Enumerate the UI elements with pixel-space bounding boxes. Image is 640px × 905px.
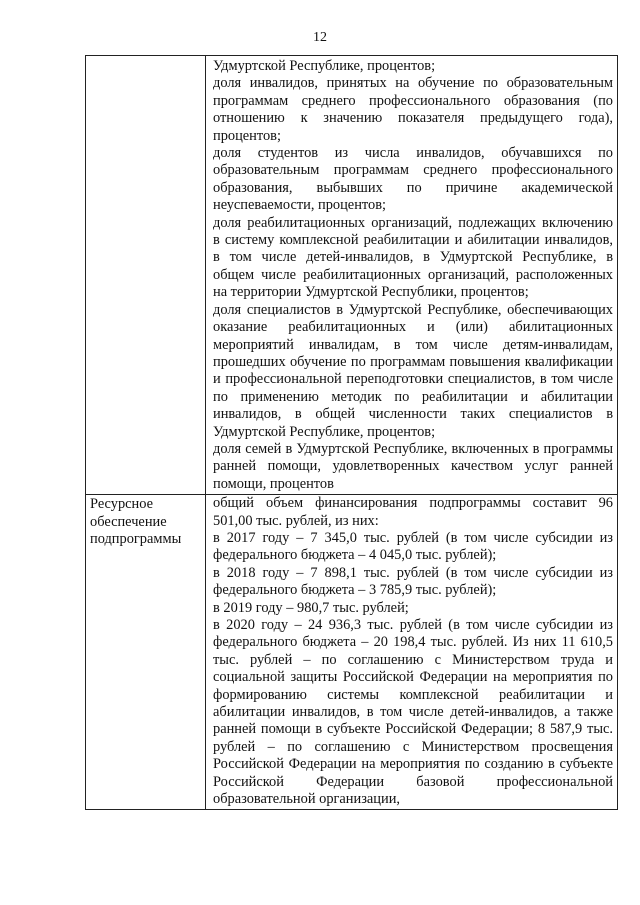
indicator-paragraph: Удмуртской Республике, процентов; bbox=[213, 58, 436, 74]
row-label: Ресурсное обеспечение подпрограммы bbox=[90, 496, 182, 547]
indicator-paragraph: доля специалистов в Удмуртской Республике, обеспечивающих оказание реабилитационных и (или) абилитационных мероприятий инвалидам, в том числе детям-инвалидам, прошедших обучение по программам повышения квалификации и профессиональной переподготовки специалистов, в том числе по применению методик по реабилитации и абилитации инвалидов, в общей численности таких специалистов в Удмуртской Республике, процентов; bbox=[213, 301, 613, 440]
row-label-cell-resources bbox=[86, 495, 206, 810]
row-content-cell-indicators bbox=[206, 56, 618, 495]
page-number: 12 bbox=[313, 30, 327, 45]
indicator-paragraph: доля инвалидов, принятых на обучение по образовательным программам среднего профессионального образования (по отношению к значению показателя предыдущего года), процентов; bbox=[213, 75, 613, 144]
funding-paragraph: общий объем финансирования подпрограммы составит 96 501,00 тыс. рублей, из них: bbox=[213, 495, 613, 529]
indicator-paragraph: доля семей в Удмуртской Республике, включенных в программы ранней помощи, удовлетворенных качеством услуг ранней помощи, процентов bbox=[213, 440, 613, 492]
row-content-cell-resources bbox=[206, 495, 618, 810]
funding-paragraph: в 2019 году – 980,7 тыс. рублей; bbox=[213, 599, 409, 616]
funding-paragraph: в 2017 году – 7 345,0 тыс. рублей (в том числе субсидии из федерального бюджета – 4 045,0 тыс. рублей); bbox=[213, 529, 613, 564]
row-label-cell-empty bbox=[86, 56, 206, 495]
funding-paragraph: в 2020 году – 24 936,3 тыс. рублей (в том числе субсидии из федерального бюджета – 20 198,4 тыс. рублей. Из них 11 610,5 тыс. рублей – по соглашению с Министерством труда и социальной защиты Российской Федерации на мероприятия по формированию системы комплексной реабилитации и абилитации инвалидов, в том числе детей-инвалидов, а также ранней помощи в субъекте Российской Федерации; 8 587,9 тыс. рублей – по соглашению с Министерством просвещения Российской Федерации на мероприятия по созданию в субъекте Российской Федерации базовой профессиональной образовательной организации, bbox=[213, 617, 613, 808]
passport-table bbox=[85, 55, 618, 810]
table-row-indicators bbox=[86, 56, 618, 495]
table-row-resources bbox=[86, 495, 618, 810]
indicator-paragraph: доля реабилитационных организаций, подлежащих включению в систему комплексной реабилитации и абилитации инвалидов, в том числе детей-инвалидов, в Удмуртской Республике, в общем числе реабилитационных организаций, расположенных на территории Удмуртской Республики, процентов; bbox=[213, 214, 613, 301]
funding-paragraph: в 2018 году – 7 898,1 тыс. рублей (в том числе субсидии из федерального бюджета – 3 785,9 тыс. рублей); bbox=[213, 564, 613, 599]
indicator-paragraph: доля студентов из числа инвалидов, обучавшихся по образовательным программам среднего профессионального образования, выбывших по причине академической неуспеваемости, процентов; bbox=[213, 145, 613, 214]
row-label bbox=[86, 56, 205, 57]
